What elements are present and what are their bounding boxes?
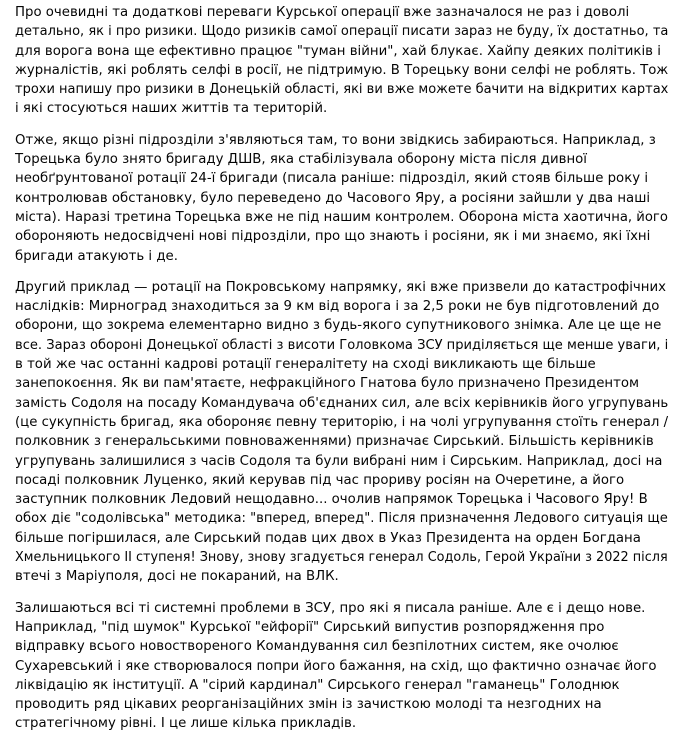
- paragraph-3: [15, 278, 668, 587]
- text-line: втечі з Маріуполя, досі не покараний, на ВЛК.: [15, 569, 339, 585]
- text-line: необґрунтованої ротації 24-ї бригади (писала раніше: підрозділ, який стояв більше року і: [15, 171, 649, 187]
- text-line: міста). Наразі третина Торецька вже не під нашим контролем. Оборона міста хаотична, його: [15, 209, 668, 225]
- text-line: посаді полковник Луценко, який керував під час прориву росіян на Очеретине, а його: [15, 472, 625, 488]
- text-line: Другий приклад — ротації на Покровському напрямку, які вже призвели до катастрофічних: [15, 279, 666, 295]
- text-line: обороняють недосвідчені нові підрозділи, про що знають і росіяни, як і ми знаємо, які їхні: [15, 229, 651, 245]
- text-line: Хмельницького ІІ ступеня! Знову, знову згадується генерал Содоль, Герой України з 2022 після: [15, 550, 668, 566]
- text-line: детально, як і про ризики. Щодо ризиків самої операції писати зараз не буду, їх достатньо, та: [15, 24, 669, 40]
- text-line: полковник з генеральськими повноваженнями) призначає Сирський. Більшість керівників: [15, 434, 654, 450]
- text-line: контролював обстановку, було переведено до Часового Яру, а росіяни зайшли у два наші: [15, 190, 651, 206]
- text-line: бригади атакують і де.: [15, 248, 178, 264]
- text-line: стратегічному рівні. І це лише кілька прикладів.: [15, 716, 357, 732]
- text-line: занепокоєння. Як ви пам'ятаєте, нефракційного Гнатова було призначено Президентом: [15, 376, 640, 392]
- text-line: замість Содоля на посаду Командувача об'єднаних сил, але всіх керівників його угрупувань: [15, 395, 669, 411]
- text-line: все. Зараз обороні Донецької області з висоти Головкома ЗСУ приділяється ще менше уваги, і: [15, 337, 669, 353]
- text-line: Наприклад, "під шумок" Курської "ейфорії" Сирський випустив розпорядження про: [15, 619, 605, 635]
- text-line: в той же час останні кадрові ротації генералітету на сході викликають ще більше: [15, 357, 596, 373]
- text-line: трохи напишу про ризики в Донецькій області, які ви вже можете бачити на відкритих картах: [15, 82, 669, 98]
- text-line: Залишаються всі ті системні проблеми в ЗСУ, про які я писала раніше. Але є і дещо нове.: [15, 600, 646, 616]
- text-line: Про очевидні та додаткові переваги Курської операції вже зазначалося не раз і доволі: [15, 5, 630, 20]
- paragraph-2: [15, 131, 668, 266]
- text-line: для ворога вона ще ефективно працює "туман війни", хай блукає. Хайпу деяких політиків і: [15, 43, 661, 59]
- text-line: проводить ряд цікавих реорганізаційних змін із зачисткою молоді та незгодних на: [15, 697, 602, 713]
- text-line: наслідків: Мирноград знаходиться за 9 км від ворога і за 2,5 роки не був підготовлений до: [15, 299, 660, 315]
- paragraph-4: [15, 599, 668, 734]
- text-line: заступник полковник Ледовий нещодавно... очолив напрямок Торецька і Часового Яру! В: [15, 492, 648, 508]
- text-line: журналістів, які роблять селфі в росії, не підтримую. В Торецьку вони селфі не роблять. Тож: [15, 62, 669, 78]
- text-line: Сухаревський і яке створювалося попри його бажання, на схід, що фактично означає його: [15, 658, 657, 674]
- text-line: угрупувань залишилися з часів Содоля та були вибрані ним і Сирським. Наприклад, досі на: [15, 453, 663, 469]
- text-line: відправку всього новоствореного Командування сил безпілотних систем, яке очолює: [15, 639, 619, 655]
- text-line: обох діє "содолівська" методика: "вперед, вперед". Після призначення Ледового ситуація ще: [15, 511, 668, 527]
- post-text: [15, 3, 668, 746]
- text-line: і які стосуються наших життів та територій.: [15, 101, 328, 117]
- text-line: ліквідацію як інституції. А "сірий кардинал" Сирського генерал "гаманець" Голоднюк: [15, 677, 620, 693]
- text-line: Торецька було знято бригаду ДШВ, яка стабілізувала оборону міста після дивної: [15, 152, 587, 168]
- text-line: більше погіршилася, але Сирський подав цих двох в Указ Президента на орден Богдана: [15, 530, 641, 546]
- paragraph-1: [15, 3, 668, 119]
- text-line: Отже, якщо різні підрозділи з'являються там, то вони звідкись забираються. Наприклад, з: [15, 132, 656, 148]
- text-line: (це сукупність бригад, яка обороняє певну територію, і на чолі угрупування стоїть генерал /: [15, 414, 669, 430]
- text-line: оборони, що зокрема елементарно видно з будь-якого супутникового знімка. Але це ще не: [15, 318, 662, 334]
